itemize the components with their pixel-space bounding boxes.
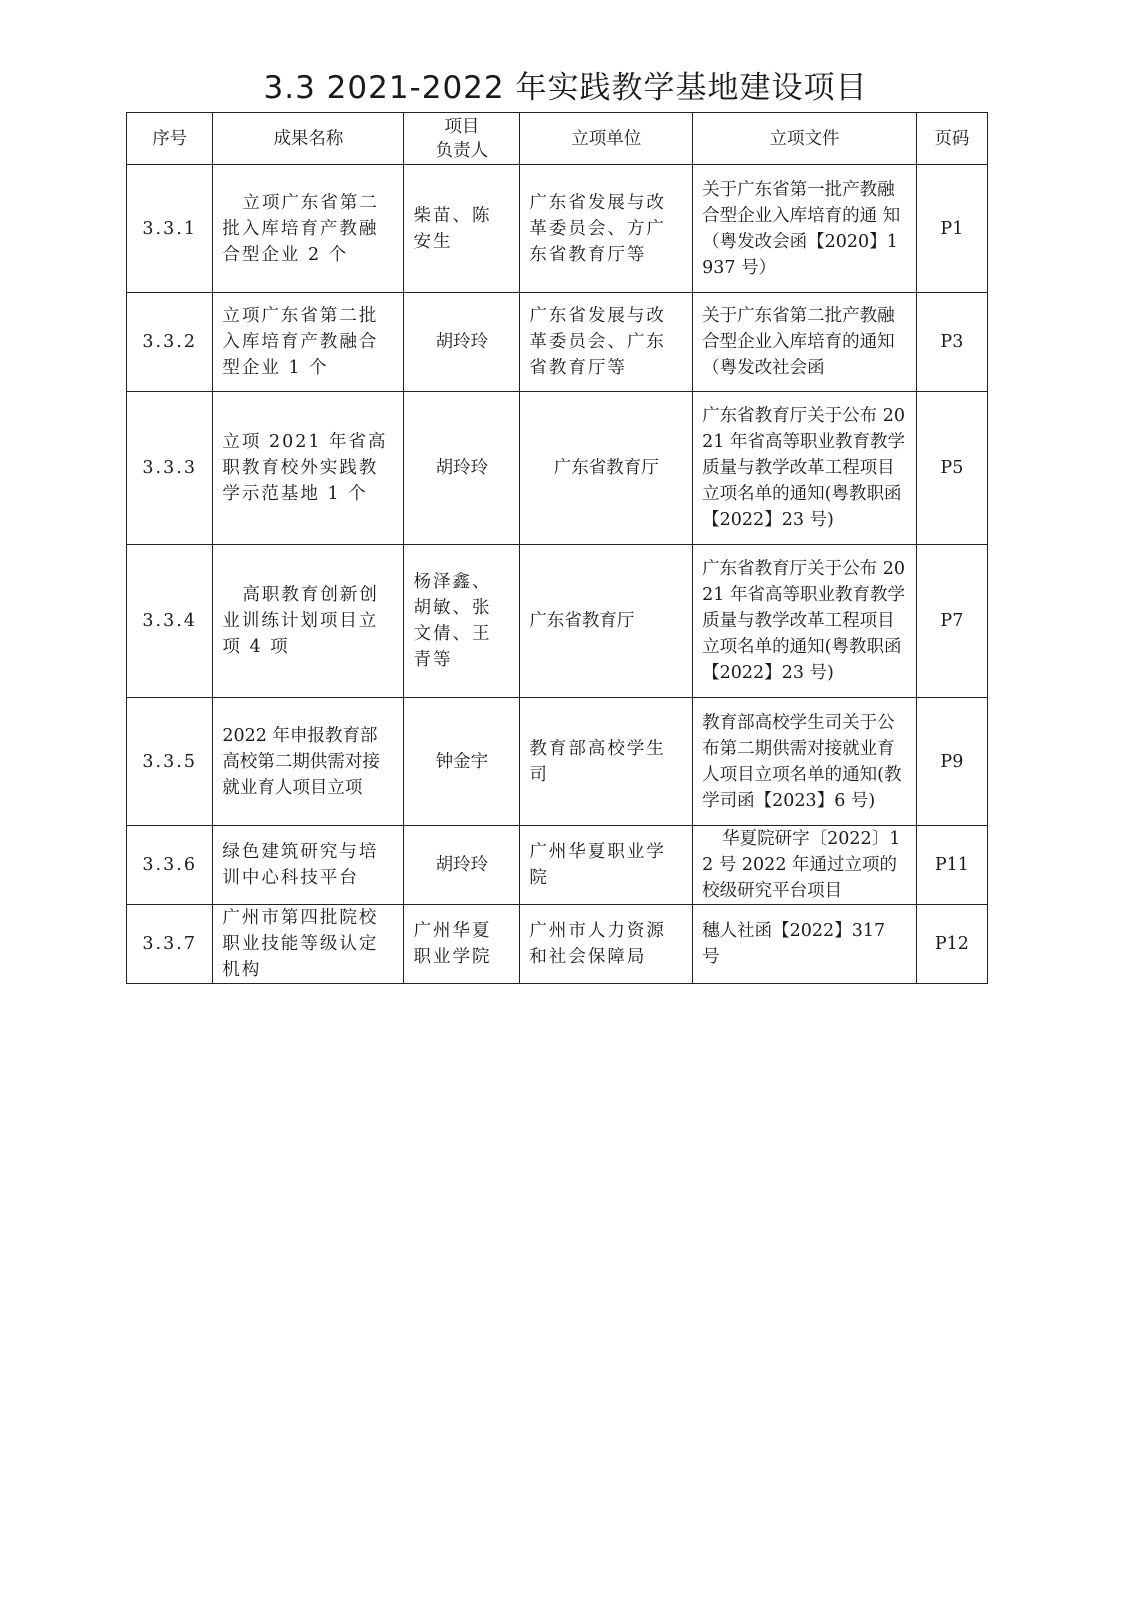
cell-page: P5: [916, 392, 987, 545]
cell-leader: 杨泽鑫、胡敏、张文倩、王青等: [404, 545, 520, 698]
cell-page: P9: [916, 698, 987, 826]
cell-unit: 广州华夏职业学院: [520, 826, 693, 905]
cell-file: 穗人社函【2022】317 号: [693, 905, 917, 984]
cell-seq: 3.3.4: [127, 545, 213, 698]
header-leader-line2: 负责人: [435, 140, 489, 161]
table-row: [127, 165, 988, 293]
cell-name: 2022 年申报教育部高校第二期供需对接就业育人项目立项: [213, 698, 404, 826]
project-table: [126, 112, 988, 984]
cell-page: P1: [916, 165, 987, 293]
cell-page: P12: [916, 905, 987, 984]
cell-name: 绿色建筑研究与培训中心科技平台: [213, 826, 404, 905]
header-leader-line1: 项目: [444, 116, 480, 137]
header-name: 成果名称: [213, 113, 404, 165]
header-page: 页码: [916, 113, 987, 165]
table-row: [127, 905, 988, 984]
cell-seq: 3.3.6: [127, 826, 213, 905]
header-file: 立项文件: [693, 113, 917, 165]
cell-name: 立项 2021 年省高职教育校外实践教学示范基地 1 个: [213, 392, 404, 545]
header-seq: 序号: [127, 113, 213, 165]
header-leader: [404, 113, 520, 165]
cell-unit: 广州市人力资源和社会保障局: [520, 905, 693, 984]
cell-unit: 教育部高校学生司: [520, 698, 693, 826]
cell-page: P3: [916, 293, 987, 392]
cell-leader: 广州华夏职业学院: [404, 905, 520, 984]
cell-seq: 3.3.5: [127, 698, 213, 826]
cell-file: 广东省教育厅关于公布 2021 年省高等职业教育教学质量与教学改革工程项目立项名单的通知(粤教职函【2022】23 号): [693, 545, 917, 698]
cell-file: 关于广东省第一批产教融合型企业入库培育的通 知（粤发改会函【2020】1937 号）: [693, 165, 917, 293]
header-unit: 立项单位: [520, 113, 693, 165]
cell-seq: 3.3.1: [127, 165, 213, 293]
table-row: [127, 826, 988, 905]
table-row: [127, 392, 988, 545]
cell-unit: 广东省教育厅: [520, 392, 693, 545]
cell-leader: 钟金宇: [404, 698, 520, 826]
cell-file: 广东省教育厅关于公布 2021 年省高等职业教育教学质量与教学改革工程项目立项名单的通知(粤教职函【2022】23 号): [693, 392, 917, 545]
cell-leader: 胡玲玲: [404, 293, 520, 392]
cell-seq: 3.3.3: [127, 392, 213, 545]
table-row: [127, 698, 988, 826]
cell-name: 立项广东省第二批入库培育产教融合型企业 2 个: [213, 165, 404, 293]
cell-unit: 广东省教育厅: [520, 545, 693, 698]
page-title: 3.3 2021-2022 年实践教学基地建设项目: [263, 70, 868, 106]
cell-leader: 胡玲玲: [404, 392, 520, 545]
cell-file: 教育部高校学生司关于公布第二期供需对接就业育人项目立项名单的通知(教学司函【2023】6 号): [693, 698, 917, 826]
cell-name: 立项广东省第二批入库培育产教融合型企业 1 个: [213, 293, 404, 392]
cell-file: 关于广东省第二批产教融合型企业入库培育的通知（粤发改社会函: [693, 293, 917, 392]
cell-seq: 3.3.7: [127, 905, 213, 984]
table-row: [127, 293, 988, 392]
cell-name: 高职教育创新创业训练计划项目立项 4 项: [213, 545, 404, 698]
cell-unit: 广东省发展与改革委员会、广东省教育厅等: [520, 293, 693, 392]
cell-unit: 广东省发展与改革委员会、方广东省教育厅等: [520, 165, 693, 293]
cell-seq: 3.3.2: [127, 293, 213, 392]
cell-page: P11: [916, 826, 987, 905]
cell-leader: 柴苗、陈安生: [404, 165, 520, 293]
cell-leader: 胡玲玲: [404, 826, 520, 905]
cell-file: 华夏院研字〔2022〕12 号 2022 年通过立项的校级研究平台项目: [693, 826, 917, 905]
table-row: [127, 545, 988, 698]
table-header-row: [127, 113, 988, 165]
cell-name: 广州市第四批院校职业技能等级认定机构: [213, 905, 404, 984]
cell-page: P7: [916, 545, 987, 698]
